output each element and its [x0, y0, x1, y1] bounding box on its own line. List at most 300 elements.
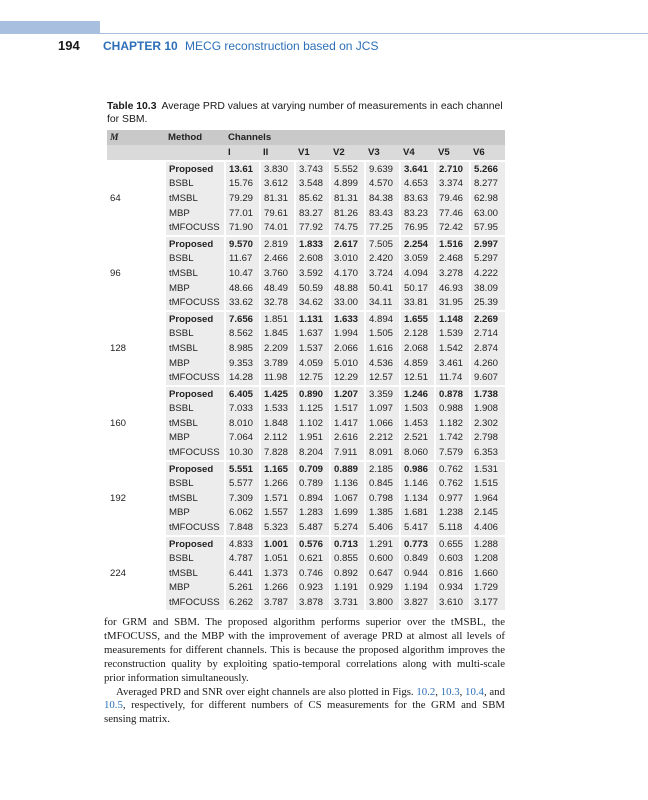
value-cell: 1.848 [260, 416, 295, 431]
value-cell: 6.062 [225, 506, 260, 521]
value-cell: 9.570 [225, 236, 260, 252]
value-cell: 1.660 [470, 566, 505, 581]
header-color-bar [0, 21, 100, 34]
value-cell: 0.762 [435, 461, 470, 477]
value-cell: 33.00 [330, 295, 365, 311]
table-row [107, 431, 505, 446]
value-cell: 12.57 [365, 370, 400, 386]
table-row [107, 386, 505, 402]
value-cell: 3.787 [260, 595, 295, 610]
method-cell: tMFOCUSS [165, 445, 225, 461]
header-channel-v5: V5 [435, 145, 470, 161]
value-cell: 0.986 [400, 461, 435, 477]
value-cell: 1.503 [400, 402, 435, 417]
value-cell: 2.212 [365, 431, 400, 446]
value-cell: 1.637 [295, 327, 330, 342]
table-row [107, 295, 505, 311]
value-cell: 2.068 [400, 341, 435, 356]
value-cell: 0.977 [435, 491, 470, 506]
value-cell: 4.260 [470, 356, 505, 371]
value-cell: 0.855 [330, 551, 365, 566]
value-cell: 1.146 [400, 476, 435, 491]
page-number: 194 [58, 38, 80, 53]
value-cell: 0.929 [365, 581, 400, 596]
figure-ref-10-4[interactable]: 10.4 [465, 685, 484, 698]
value-cell: 3.827 [400, 595, 435, 610]
paragraph-1: for GRM and SBM. The proposed algorithm performs superior over the tMSBL, the tMFOCUSS, and the MBP with the improvement of average PRD at almost all levels of measurements for different channels. This is because the proposed algorithm improves the reconstruction quality by exploiting spatio-temporal correlations along with multi-scale prior information simultaneously. [104, 616, 505, 684]
table-row [107, 476, 505, 491]
header-blank [165, 145, 225, 161]
value-cell: 2.254 [400, 236, 435, 252]
chapter-label: CHAPTER 10 [103, 39, 178, 53]
table-row [107, 506, 505, 521]
method-cell: MBP [165, 281, 225, 296]
separator: , [459, 685, 466, 698]
value-cell: 0.647 [365, 566, 400, 581]
figure-ref-10-3[interactable]: 10.3 [440, 685, 460, 698]
prd-table-container [107, 130, 505, 610]
value-cell: 0.576 [295, 536, 330, 552]
value-cell: 77.01 [225, 206, 260, 221]
value-cell: 3.374 [435, 177, 470, 192]
value-cell: 1.148 [435, 311, 470, 327]
table-row [107, 161, 505, 177]
value-cell: 1.851 [260, 311, 295, 327]
value-cell: 7.309 [225, 491, 260, 506]
value-cell: 31.95 [435, 295, 470, 311]
value-cell: 0.892 [330, 566, 365, 581]
value-cell: 4.094 [400, 266, 435, 281]
value-cell: 1.208 [470, 551, 505, 566]
value-cell: 8.091 [365, 445, 400, 461]
value-cell: 5.417 [400, 520, 435, 536]
table-row [107, 191, 505, 206]
value-cell: 5.551 [225, 461, 260, 477]
value-cell: 4.653 [400, 177, 435, 192]
table-row [107, 445, 505, 461]
header-channel-v2: V2 [330, 145, 365, 161]
header-rule [100, 33, 648, 34]
value-cell: 0.923 [295, 581, 330, 596]
value-cell: 3.177 [470, 595, 505, 610]
value-cell: 4.406 [470, 520, 505, 536]
value-cell: 83.63 [400, 191, 435, 206]
value-cell: 1.633 [330, 311, 365, 327]
value-cell: 3.731 [330, 595, 365, 610]
value-cell: 4.894 [365, 311, 400, 327]
method-cell: tMSBL [165, 416, 225, 431]
value-cell: 1.453 [400, 416, 435, 431]
value-cell: 1.681 [400, 506, 435, 521]
m-value-cell: 160 [107, 386, 165, 461]
method-cell: MBP [165, 581, 225, 596]
method-cell: BSBL [165, 402, 225, 417]
method-cell: BSBL [165, 327, 225, 342]
value-cell: 50.17 [400, 281, 435, 296]
value-cell: 4.859 [400, 356, 435, 371]
table-row [107, 327, 505, 342]
value-cell: 62.98 [470, 191, 505, 206]
method-cell: tMSBL [165, 491, 225, 506]
value-cell: 4.787 [225, 551, 260, 566]
value-cell: 0.762 [435, 476, 470, 491]
value-cell: 1.531 [470, 461, 505, 477]
value-cell: 48.88 [330, 281, 365, 296]
table-row [107, 520, 505, 536]
value-cell: 77.46 [435, 206, 470, 221]
value-cell: 6.405 [225, 386, 260, 402]
paragraph-2-end: , respectively, for different numbers of CS measurements for the GRM and SBM sensing matrix. [104, 699, 505, 726]
value-cell: 1.537 [295, 341, 330, 356]
value-cell: 1.131 [295, 311, 330, 327]
value-cell: 10.30 [225, 445, 260, 461]
value-cell: 0.746 [295, 566, 330, 581]
value-cell: 0.944 [400, 566, 435, 581]
value-cell: 4.059 [295, 356, 330, 371]
value-cell: 4.536 [365, 356, 400, 371]
method-cell: tMSBL [165, 266, 225, 281]
value-cell: 1.742 [435, 431, 470, 446]
figure-ref-10-2[interactable]: 10.2 [416, 685, 436, 698]
value-cell: 1.283 [295, 506, 330, 521]
value-cell: 7.579 [435, 445, 470, 461]
value-cell: 5.010 [330, 356, 365, 371]
value-cell: 2.128 [400, 327, 435, 342]
value-cell: 48.66 [225, 281, 260, 296]
method-cell: tMFOCUSS [165, 370, 225, 386]
value-cell: 1.001 [260, 536, 295, 552]
value-cell: 5.274 [330, 520, 365, 536]
value-cell: 0.849 [400, 551, 435, 566]
value-cell: 7.064 [225, 431, 260, 446]
value-cell: 8.204 [295, 445, 330, 461]
value-cell: 1.516 [435, 236, 470, 252]
value-cell: 6.441 [225, 566, 260, 581]
value-cell: 1.097 [365, 402, 400, 417]
value-cell: 12.75 [295, 370, 330, 386]
value-cell: 76.95 [400, 220, 435, 236]
value-cell: 0.988 [435, 402, 470, 417]
method-cell: MBP [165, 506, 225, 521]
method-cell: BSBL [165, 252, 225, 267]
header-m: M [107, 130, 165, 145]
value-cell: 15.76 [225, 177, 260, 192]
separator: , and [483, 685, 505, 698]
value-cell: 13.61 [225, 161, 260, 177]
value-cell: 1.539 [435, 327, 470, 342]
table-row [107, 220, 505, 236]
method-cell: MBP [165, 206, 225, 221]
value-cell: 3.641 [400, 161, 435, 177]
value-cell: 50.59 [295, 281, 330, 296]
value-cell: 79.29 [225, 191, 260, 206]
value-cell: 8.985 [225, 341, 260, 356]
value-cell: 1.194 [400, 581, 435, 596]
value-cell: 1.207 [330, 386, 365, 402]
table-row [107, 402, 505, 417]
value-cell: 12.51 [400, 370, 435, 386]
value-cell: 2.616 [330, 431, 365, 446]
value-cell: 2.617 [330, 236, 365, 252]
value-cell: 3.789 [260, 356, 295, 371]
value-cell: 4.833 [225, 536, 260, 552]
value-cell: 1.616 [365, 341, 400, 356]
value-cell: 3.743 [295, 161, 330, 177]
value-cell: 11.74 [435, 370, 470, 386]
value-cell: 0.894 [295, 491, 330, 506]
value-cell: 3.760 [260, 266, 295, 281]
value-cell: 3.010 [330, 252, 365, 267]
m-value-cell: 224 [107, 536, 165, 610]
value-cell: 3.878 [295, 595, 330, 610]
value-cell: 8.060 [400, 445, 435, 461]
value-cell: 1.417 [330, 416, 365, 431]
value-cell: 8.562 [225, 327, 260, 342]
method-cell: MBP [165, 431, 225, 446]
value-cell: 12.29 [330, 370, 365, 386]
value-cell: 1.246 [400, 386, 435, 402]
value-cell: 0.890 [295, 386, 330, 402]
value-cell: 71.90 [225, 220, 260, 236]
table-label: Table 10.3 [107, 101, 157, 112]
value-cell: 1.571 [260, 491, 295, 506]
value-cell: 3.610 [435, 595, 470, 610]
value-cell: 2.819 [260, 236, 295, 252]
value-cell: 0.798 [365, 491, 400, 506]
value-cell: 2.608 [295, 252, 330, 267]
method-cell: tMFOCUSS [165, 595, 225, 610]
value-cell: 48.49 [260, 281, 295, 296]
method-cell: BSBL [165, 551, 225, 566]
value-cell: 1.729 [470, 581, 505, 596]
value-cell: 1.288 [470, 536, 505, 552]
value-cell: 4.170 [330, 266, 365, 281]
header-channel-v3: V3 [365, 145, 400, 161]
value-cell: 38.09 [470, 281, 505, 296]
value-cell: 1.699 [330, 506, 365, 521]
prd-table [107, 130, 505, 610]
table-header-row-top [107, 130, 505, 145]
value-cell: 33.62 [225, 295, 260, 311]
value-cell: 77.92 [295, 220, 330, 236]
value-cell: 1.833 [295, 236, 330, 252]
value-cell: 1.182 [435, 416, 470, 431]
value-cell: 77.25 [365, 220, 400, 236]
value-cell: 1.517 [330, 402, 365, 417]
table-row [107, 595, 505, 610]
value-cell: 8.010 [225, 416, 260, 431]
value-cell: 11.98 [260, 370, 295, 386]
method-cell: Proposed [165, 236, 225, 252]
value-cell: 9.639 [365, 161, 400, 177]
value-cell: 46.93 [435, 281, 470, 296]
figure-ref-10-5[interactable]: 10.5 [104, 699, 123, 712]
value-cell: 11.67 [225, 252, 260, 267]
chapter-title: MECG reconstruction based on JCS [185, 39, 379, 53]
table-row [107, 266, 505, 281]
value-cell: 5.118 [435, 520, 470, 536]
table-caption-text: Average PRD values at varying number of measurements in each channel for SBM. [107, 101, 503, 126]
value-cell: 0.713 [330, 536, 365, 552]
value-cell: 3.800 [365, 595, 400, 610]
value-cell: 0.934 [435, 581, 470, 596]
value-cell: 1.994 [330, 327, 365, 342]
method-cell: tMFOCUSS [165, 220, 225, 236]
value-cell: 5.487 [295, 520, 330, 536]
value-cell: 3.830 [260, 161, 295, 177]
value-cell: 0.889 [330, 461, 365, 477]
value-cell: 7.828 [260, 445, 295, 461]
value-cell: 1.125 [295, 402, 330, 417]
value-cell: 2.209 [260, 341, 295, 356]
value-cell: 1.102 [295, 416, 330, 431]
value-cell: 8.277 [470, 177, 505, 192]
table-row [107, 581, 505, 596]
value-cell: 2.521 [400, 431, 435, 446]
value-cell: 85.62 [295, 191, 330, 206]
header-blank [107, 145, 165, 161]
method-cell: tMSBL [165, 191, 225, 206]
value-cell: 1.908 [470, 402, 505, 417]
method-cell: tMFOCUSS [165, 520, 225, 536]
m-value-cell: 128 [107, 311, 165, 386]
table-row [107, 416, 505, 431]
table-body [107, 161, 505, 610]
table-row [107, 551, 505, 566]
value-cell: 63.00 [470, 206, 505, 221]
value-cell: 1.515 [470, 476, 505, 491]
value-cell: 1.557 [260, 506, 295, 521]
value-cell: 2.066 [330, 341, 365, 356]
value-cell: 3.592 [295, 266, 330, 281]
value-cell: 5.297 [470, 252, 505, 267]
value-cell: 72.42 [435, 220, 470, 236]
value-cell: 1.533 [260, 402, 295, 417]
value-cell: 0.600 [365, 551, 400, 566]
value-cell: 0.878 [435, 386, 470, 402]
value-cell: 33.81 [400, 295, 435, 311]
value-cell: 3.724 [365, 266, 400, 281]
value-cell: 1.266 [260, 476, 295, 491]
value-cell: 2.874 [470, 341, 505, 356]
value-cell: 2.112 [260, 431, 295, 446]
value-cell: 5.266 [470, 161, 505, 177]
header-channel-v4: V4 [400, 145, 435, 161]
value-cell: 1.738 [470, 386, 505, 402]
method-cell: tMFOCUSS [165, 295, 225, 311]
value-cell: 2.798 [470, 431, 505, 446]
table-row [107, 252, 505, 267]
value-cell: 3.461 [435, 356, 470, 371]
value-cell: 5.261 [225, 581, 260, 596]
header-channel-v1: V1 [295, 145, 330, 161]
value-cell: 1.136 [330, 476, 365, 491]
value-cell: 3.548 [295, 177, 330, 192]
value-cell: 0.789 [295, 476, 330, 491]
method-cell: tMSBL [165, 566, 225, 581]
value-cell: 1.655 [400, 311, 435, 327]
header-channels: Channels [225, 130, 505, 145]
value-cell: 0.603 [435, 551, 470, 566]
table-row [107, 177, 505, 192]
value-cell: 0.816 [435, 566, 470, 581]
value-cell: 0.655 [435, 536, 470, 552]
table-row [107, 311, 505, 327]
value-cell: 1.845 [260, 327, 295, 342]
table-row [107, 341, 505, 356]
value-cell: 81.31 [260, 191, 295, 206]
table-row [107, 536, 505, 552]
value-cell: 2.468 [435, 252, 470, 267]
value-cell: 1.964 [470, 491, 505, 506]
value-cell: 83.27 [295, 206, 330, 221]
value-cell: 2.466 [260, 252, 295, 267]
value-cell: 0.621 [295, 551, 330, 566]
table-row [107, 461, 505, 477]
table-row [107, 370, 505, 386]
value-cell: 74.75 [330, 220, 365, 236]
value-cell: 2.145 [470, 506, 505, 521]
value-cell: 1.425 [260, 386, 295, 402]
value-cell: 2.420 [365, 252, 400, 267]
value-cell: 2.714 [470, 327, 505, 342]
value-cell: 3.278 [435, 266, 470, 281]
value-cell: 7.505 [365, 236, 400, 252]
value-cell: 34.11 [365, 295, 400, 311]
value-cell: 7.848 [225, 520, 260, 536]
running-head [103, 39, 378, 53]
value-cell: 4.222 [470, 266, 505, 281]
table-row [107, 206, 505, 221]
value-cell: 81.26 [330, 206, 365, 221]
value-cell: 34.62 [295, 295, 330, 311]
method-cell: Proposed [165, 536, 225, 552]
value-cell: 1.191 [330, 581, 365, 596]
table-row [107, 491, 505, 506]
value-cell: 25.39 [470, 295, 505, 311]
m-value-cell: 64 [107, 161, 165, 236]
m-value-cell: 96 [107, 236, 165, 311]
value-cell: 2.302 [470, 416, 505, 431]
value-cell: 2.269 [470, 311, 505, 327]
value-cell: 1.051 [260, 551, 295, 566]
value-cell: 9.353 [225, 356, 260, 371]
method-cell: tMSBL [165, 341, 225, 356]
table-header-row-channels [107, 145, 505, 161]
method-cell: BSBL [165, 476, 225, 491]
value-cell: 1.067 [330, 491, 365, 506]
value-cell: 1.238 [435, 506, 470, 521]
method-cell: MBP [165, 356, 225, 371]
header-channel-ii: II [260, 145, 295, 161]
value-cell: 7.656 [225, 311, 260, 327]
value-cell: 32.78 [260, 295, 295, 311]
body-text [104, 616, 505, 727]
method-cell: Proposed [165, 161, 225, 177]
paragraph-2-start: Averaged PRD and SNR over eight channels are also plotted in Figs. [116, 685, 417, 698]
value-cell: 10.47 [225, 266, 260, 281]
table-row [107, 356, 505, 371]
method-cell: Proposed [165, 311, 225, 327]
value-cell: 1.165 [260, 461, 295, 477]
value-cell: 74.01 [260, 220, 295, 236]
value-cell: 81.31 [330, 191, 365, 206]
value-cell: 5.406 [365, 520, 400, 536]
value-cell: 0.845 [365, 476, 400, 491]
value-cell: 1.291 [365, 536, 400, 552]
value-cell: 5.323 [260, 520, 295, 536]
value-cell: 5.577 [225, 476, 260, 491]
